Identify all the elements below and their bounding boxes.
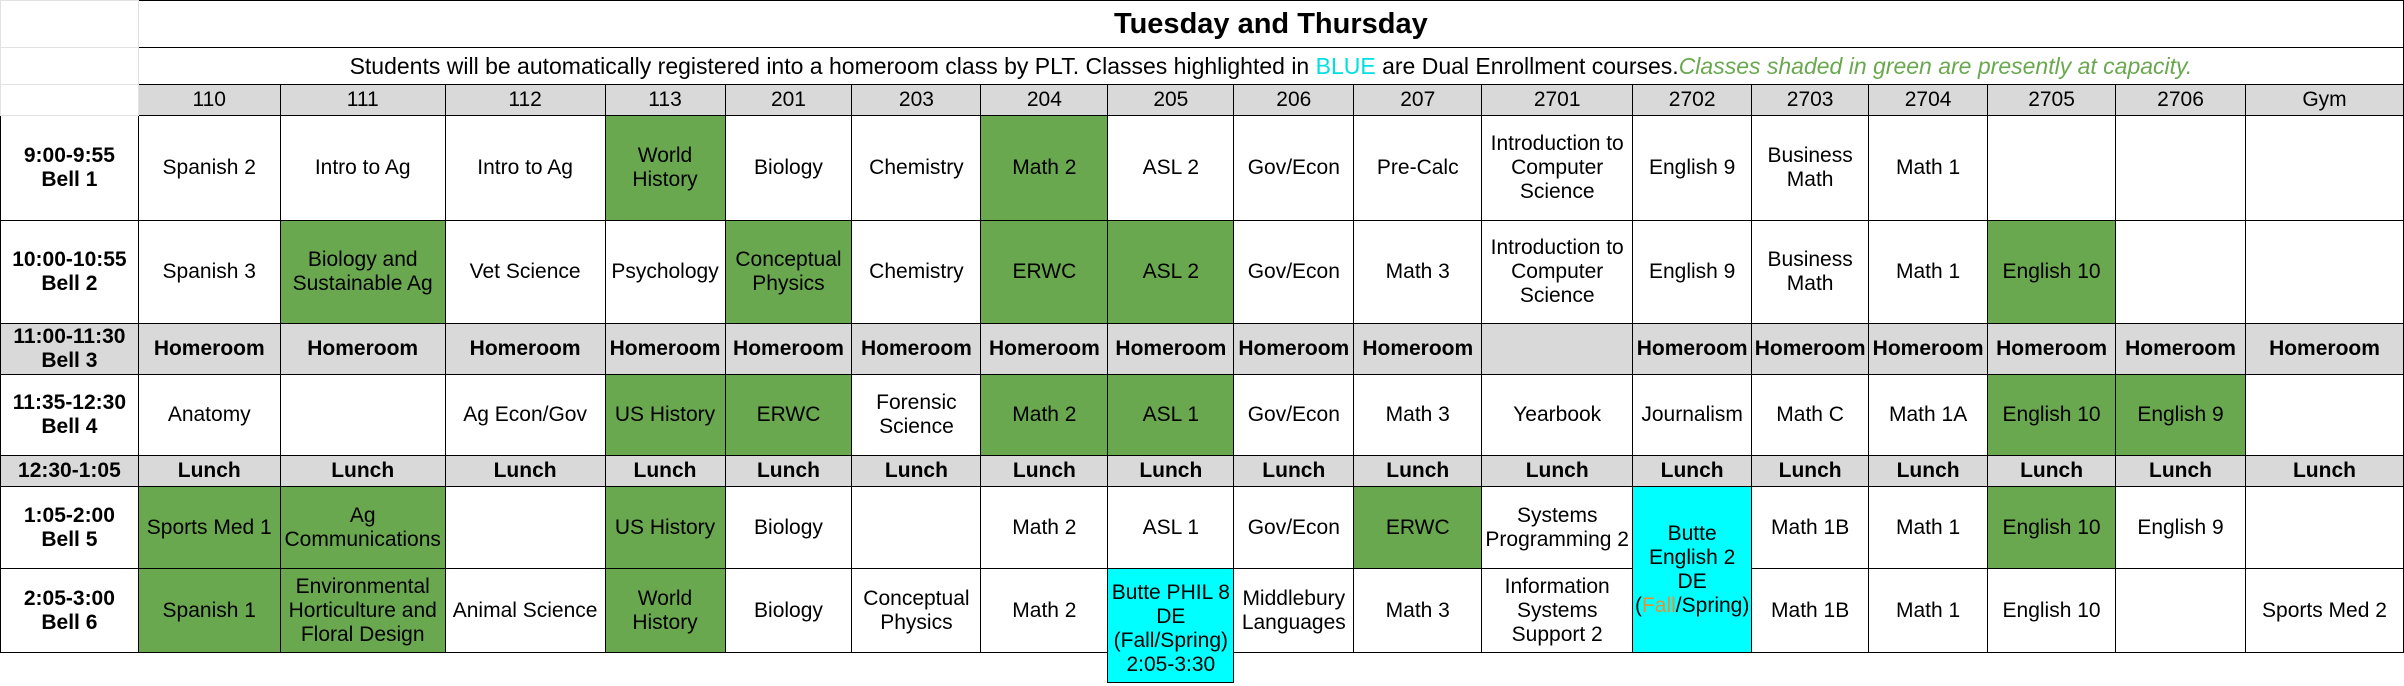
class-cell-full[interactable]: Biology and Sustainable Ag [280,221,445,324]
room-header[interactable]: 112 [445,85,605,116]
lunch-cell[interactable]: Lunch [445,456,605,487]
lunch-cell[interactable]: Lunch [981,456,1108,487]
class-cell-full[interactable]: US History [605,375,725,456]
homeroom-cell[interactable]: Homeroom [1869,324,1988,375]
class-cell[interactable]: Animal Science [445,569,605,653]
lunch-cell[interactable]: Lunch [1234,456,1354,487]
dual-enrollment-overflow [1107,569,1234,683]
class-cell[interactable] [2116,569,2246,653]
de-term-line: (Fall/Spring) [1113,628,1229,652]
room-header[interactable]: 206 [1234,85,1354,116]
class-cell[interactable]: English 9 [2116,487,2246,569]
lunch-cell[interactable]: Lunch [1633,456,1752,487]
time-slot-bell-1[interactable] [1,116,139,221]
class-cell[interactable] [2116,221,2246,324]
room-header[interactable]: 2702 [1633,85,1752,116]
class-cell[interactable]: Gov/Econ [1234,487,1354,569]
de-term-spring: Spring [1681,593,1743,617]
room-header[interactable]: 111 [280,85,445,116]
time-slot-lunch[interactable]: 12:30-1:05 [1,456,139,487]
class-cell-full[interactable]: English 10 [1988,221,2116,324]
class-cell[interactable]: Vet Science [445,221,605,324]
class-cell-full[interactable]: ASL 2 [1108,221,1234,324]
lunch-cell[interactable]: Lunch [1354,456,1482,487]
class-cell[interactable]: Information Systems Support 2 [1482,569,1633,653]
note-text: Students will be automatically registered into a homeroom class by PLT. Classes highlighted in [349,53,1316,79]
class-cell-full[interactable]: English 10 [1988,375,2116,456]
class-cell-full[interactable]: Environmental Horticulture and Floral Design [280,569,445,653]
class-cell[interactable]: Conceptual Physics [852,569,981,653]
de-course-line: DE [1156,604,1186,628]
class-cell-full[interactable]: ERWC [1354,487,1482,569]
room-header[interactable]: 207 [1354,85,1482,116]
class-cell[interactable]: Systems Programming 2 [1482,487,1633,569]
class-cell[interactable] [1988,116,2116,221]
class-cell[interactable]: Math 1 [1869,221,1988,324]
class-cell[interactable]: Anatomy [138,375,280,456]
homeroom-cell[interactable]: Homeroom [1108,324,1234,375]
time-range: 10:00-10:55 [12,248,127,271]
class-cell[interactable]: Gov/Econ [1234,221,1354,324]
de-term-slash: / [1675,593,1682,617]
class-cell[interactable]: Introduction to Computer Science [1482,221,1633,324]
homeroom-cell[interactable] [1482,324,1633,375]
homeroom-cell[interactable]: Homeroom [1988,324,2116,375]
homeroom-cell[interactable]: Homeroom [1234,324,1354,375]
time-range: 1:05-2:00 [23,503,115,527]
homeroom-cell[interactable]: Homeroom [2116,324,2246,375]
class-cell[interactable]: Yearbook [1482,375,1633,456]
class-cell[interactable]: Journalism [1633,375,1752,456]
time-slot-bell-6[interactable] [1,569,139,653]
lunch-cell[interactable]: Lunch [852,456,981,487]
de-term-paren: ) [1742,593,1750,617]
time-slot-bell-4[interactable] [1,375,139,456]
class-cell[interactable]: Biology [725,487,852,569]
class-cell[interactable]: English 9 [1633,116,1752,221]
homeroom-cell[interactable]: Homeroom [445,324,605,375]
time-slot-bell-2[interactable] [1,221,139,324]
lunch-cell[interactable]: Lunch [725,456,852,487]
class-cell[interactable]: Math 3 [1354,221,1482,324]
blank-cell[interactable] [1,1,139,48]
class-cell[interactable]: Psychology [605,221,725,324]
homeroom-cell[interactable]: Homeroom [981,324,1108,375]
time-slot-bell-5[interactable] [1,487,139,569]
class-cell[interactable]: Math 1B [1752,569,1869,653]
registration-note[interactable] [138,48,2403,85]
bell-label: Bell 5 [41,527,98,551]
time-range: 11:35-12:30 [12,391,127,414]
class-cell[interactable]: Gov/Econ [1234,375,1354,456]
class-cell[interactable]: Biology [725,569,852,653]
lunch-cell[interactable]: Lunch [138,456,280,487]
room-header[interactable]: 2703 [1752,85,1869,116]
lunch-cell[interactable]: Lunch [2245,456,2403,487]
sheet-title[interactable]: Tuesday and Thursday [138,1,2403,48]
room-header[interactable]: Gym [2245,85,2403,116]
class-cell-full[interactable]: Math 2 [981,116,1108,221]
class-cell-full[interactable]: World History [605,569,725,653]
class-cell[interactable]: Math 1A [1869,375,1988,456]
class-cell[interactable] [2245,221,2403,324]
bell-label: Bell 2 [41,272,98,295]
bell-label: Bell 6 [41,610,98,634]
class-cell[interactable]: Spanish 2 [138,116,280,221]
class-cell-full[interactable]: Math 2 [981,375,1108,456]
lunch-cell[interactable]: Lunch [1482,456,1633,487]
lunch-cell[interactable]: Lunch [1869,456,1988,487]
class-cell[interactable]: Math 2 [981,487,1108,569]
class-cell[interactable]: Math C [1752,375,1869,456]
homeroom-cell[interactable]: Homeroom [605,324,725,375]
note-capacity-text: Classes shaded in green are presently at capacity. [1678,53,2193,79]
room-header[interactable]: 203 [852,85,981,116]
homeroom-cell[interactable]: Homeroom [2245,324,2403,375]
class-cell[interactable]: Spanish 3 [138,221,280,324]
time-slot-bell-3[interactable] [1,324,139,375]
lunch-cell[interactable]: Lunch [1108,456,1234,487]
dual-enrollment-cell-butte-english[interactable] [1633,487,1752,653]
lunch-cell[interactable]: Lunch [1752,456,1869,487]
room-header[interactable]: 2704 [1869,85,1988,116]
room-header[interactable]: 2705 [1988,85,2116,116]
de-term-fall: Fall [1641,593,1676,617]
class-cell-full[interactable]: Ag Communications [280,487,445,569]
class-cell-full[interactable]: Sports Med 1 [138,487,280,569]
class-cell-full[interactable]: ERWC [725,375,852,456]
homeroom-cell[interactable]: Homeroom [1752,324,1869,375]
room-header[interactable]: 113 [605,85,725,116]
dual-enrollment-cell-butte-phil[interactable] [1108,569,1234,676]
lunch-cell[interactable]: Lunch [2116,456,2246,487]
class-cell[interactable]: Ag Econ/Gov [445,375,605,456]
class-cell[interactable] [280,375,445,456]
de-course-line: Butte [1667,521,1717,545]
class-cell[interactable]: Math 1 [1869,487,1988,569]
class-cell[interactable]: Pre-Calc [1354,116,1482,221]
lunch-cell[interactable]: Lunch [1988,456,2116,487]
class-cell[interactable] [852,487,981,569]
homeroom-cell[interactable]: Homeroom [138,324,280,375]
class-cell[interactable]: Math 2 [981,569,1108,653]
class-cell-full[interactable]: English 10 [1988,487,2116,569]
room-header[interactable]: 201 [725,85,852,116]
homeroom-cell[interactable]: Homeroom [852,324,981,375]
de-course-line: Butte PHIL 8 [1111,580,1230,604]
class-cell[interactable]: Chemistry [852,221,981,324]
room-header[interactable]: 2706 [2116,85,2246,116]
class-cell[interactable]: Middlebury Languages [1234,569,1354,653]
class-cell[interactable]: Forensic Science [852,375,981,456]
class-cell[interactable]: Intro to Ag [280,116,445,221]
bell-label: Bell 3 [41,349,98,372]
homeroom-cell[interactable]: Homeroom [725,324,852,375]
class-cell[interactable]: ASL 2 [1108,116,1234,221]
bell-label: Bell 4 [41,415,98,438]
class-cell[interactable]: Introduction to Computer Science [1482,116,1633,221]
room-header[interactable]: 204 [981,85,1108,116]
class-cell[interactable] [2116,116,2246,221]
class-cell[interactable]: Business Math [1752,221,1869,324]
time-range: 9:00-9:55 [23,144,115,167]
note-text-dual-enrollment: are Dual Enrollment courses. [1375,53,1679,79]
blank-cell[interactable] [1,48,139,85]
homeroom-cell[interactable]: Homeroom [280,324,445,375]
class-cell[interactable] [445,487,605,569]
blank-cell[interactable] [1,85,139,116]
lunch-cell[interactable]: Lunch [280,456,445,487]
class-cell[interactable] [2245,116,2403,221]
class-cell[interactable]: Intro to Ag [445,116,605,221]
class-cell[interactable]: Math 1 [1869,569,1988,653]
time-range: 2:05-3:00 [23,586,115,610]
class-cell-full[interactable]: ASL 1 [1108,375,1234,456]
class-cell[interactable]: Business Math [1752,116,1869,221]
class-cell[interactable]: Math 1B [1752,487,1869,569]
room-header[interactable]: 2701 [1482,85,1633,116]
de-course-line: English 2 [1648,545,1736,569]
class-cell[interactable]: Chemistry [852,116,981,221]
class-cell-full[interactable]: Spanish 1 [138,569,280,653]
class-cell-full[interactable]: ERWC [981,221,1108,324]
class-cell[interactable]: ASL 1 [1108,487,1234,569]
class-cell[interactable]: English 9 [1633,221,1752,324]
time-range: 11:00-11:30 [13,325,126,348]
class-cell[interactable] [2245,487,2403,569]
note-blue-keyword: BLUE [1315,53,1376,79]
class-cell[interactable]: Math 3 [1354,569,1482,653]
de-time-line: 2:05-3:30 [1126,652,1216,676]
class-cell-full[interactable]: Conceptual Physics [725,221,852,324]
room-header[interactable]: 205 [1108,85,1234,116]
de-term-paren: ( [1634,593,1642,617]
homeroom-cell[interactable]: Homeroom [1354,324,1482,375]
de-course-line: DE [1677,569,1707,593]
class-cell[interactable]: Sports Med 2 [2245,569,2403,653]
class-cell-full[interactable]: US History [605,487,725,569]
class-cell[interactable]: Math 1 [1869,116,1988,221]
class-cell-full[interactable]: English 9 [2116,375,2246,456]
class-cell[interactable] [2245,375,2403,456]
room-header[interactable]: 110 [138,85,280,116]
homeroom-cell[interactable]: Homeroom [1633,324,1752,375]
bell-label: Bell 1 [41,168,98,191]
class-cell-full[interactable]: World History [605,116,725,221]
class-cell[interactable]: Math 3 [1354,375,1482,456]
class-cell[interactable]: English 10 [1988,569,2116,653]
class-cell[interactable]: Gov/Econ [1234,116,1354,221]
lunch-cell[interactable]: Lunch [605,456,725,487]
class-cell[interactable]: Biology [725,116,852,221]
